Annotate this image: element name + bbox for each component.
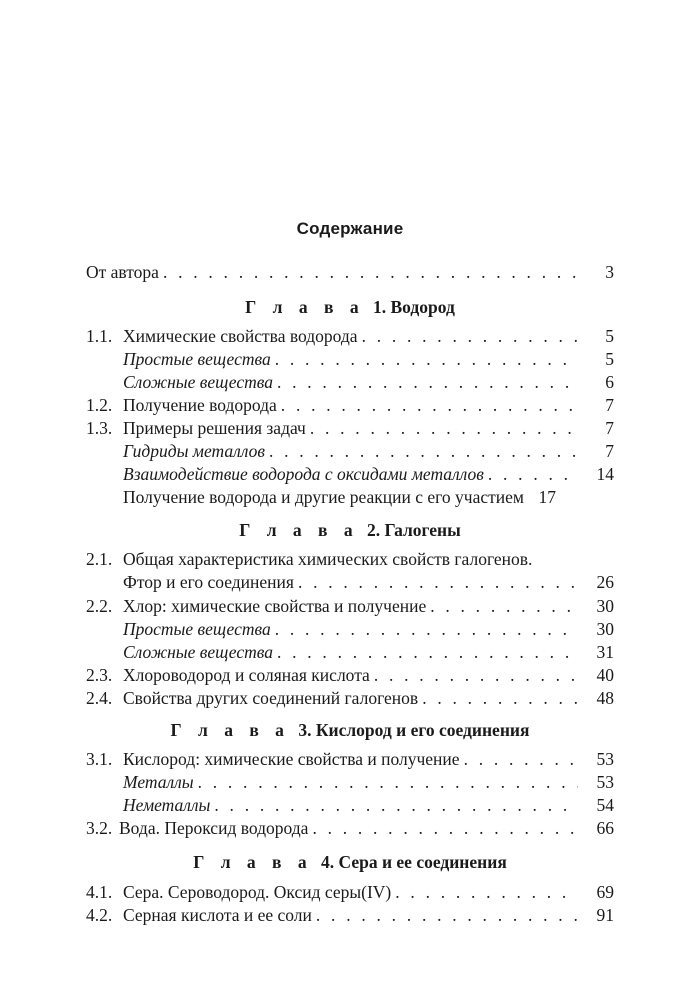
- leader-dots: [310, 416, 578, 440]
- toc-entry-1-3[interactable]: [86, 416, 614, 440]
- toc-entry-text: Серная кислота и ее соли: [123, 905, 312, 925]
- toc-entry-2-1[interactable]: [86, 547, 614, 571]
- leader-dots: [374, 663, 578, 687]
- leader-dots: [214, 793, 578, 817]
- toc-page-number: 7: [605, 395, 614, 415]
- toc-entry-text: Свойства других соединений галогенов: [123, 688, 419, 708]
- toc-page-number: 53: [596, 749, 614, 769]
- toc-page-number: 66: [596, 818, 614, 838]
- leader-dots: [362, 324, 578, 348]
- toc-entry-2-4[interactable]: [86, 686, 614, 710]
- toc-entry-number: 1.2.: [86, 395, 113, 415]
- toc-entry-2-2[interactable]: [86, 594, 614, 618]
- chapter-heading-2: [0, 518, 700, 542]
- toc-entry-text: Сера. Сероводород. Оксид серы(IV): [123, 882, 392, 902]
- toc-subentry[interactable]: [86, 347, 614, 371]
- toc-entry-number: 3.1.: [86, 749, 113, 769]
- toc-entry-number: 2.3.: [86, 665, 113, 685]
- toc-entry-text: От автора: [86, 262, 159, 282]
- leader-dots: [422, 686, 578, 710]
- toc-page-number: 30: [596, 596, 614, 616]
- chapter-heading-3: [0, 718, 700, 742]
- leader-dots: [298, 570, 578, 594]
- toc-entry-3-2[interactable]: [86, 816, 614, 840]
- chapter-label: Г л а в а: [193, 852, 313, 872]
- toc-entry-2-1-cont[interactable]: [86, 570, 614, 594]
- toc-entry-text: Химические свойства водорода: [123, 326, 358, 346]
- toc-entry-text: Хлор: химические свойства и получение: [123, 596, 427, 616]
- toc-page-number: 17: [538, 487, 556, 507]
- toc-page-number: 69: [596, 882, 614, 902]
- toc-entry-text: Сложные вещества: [123, 372, 273, 392]
- toc-page-number: 14: [596, 464, 614, 484]
- toc-entry-3-1[interactable]: [86, 747, 614, 771]
- toc-subentry[interactable]: [86, 640, 614, 664]
- toc-entry-number: 2.1.: [86, 549, 113, 569]
- toc-subentry[interactable]: [86, 485, 614, 509]
- toc-page-number: 30: [596, 619, 614, 639]
- toc-subentry[interactable]: [86, 770, 614, 794]
- toc-page-number: 48: [596, 688, 614, 708]
- chapter-label: Г л а в а: [239, 520, 359, 540]
- chapter-title: 3. Кислород и его соединения: [298, 720, 530, 740]
- leader-dots: [312, 816, 578, 840]
- toc-page-number: 31: [596, 642, 614, 662]
- toc-page-number: 7: [605, 441, 614, 461]
- toc-entry-text: Сложные вещества: [123, 642, 273, 662]
- toc-page-number: 7: [605, 418, 614, 438]
- chapter-label: Г л а в а: [170, 720, 290, 740]
- toc-page-number: 26: [596, 572, 614, 592]
- toc-entry-number: 2.2.: [86, 596, 113, 616]
- chapter-title: 1. Водород: [372, 297, 455, 317]
- toc-entry-text: Вода. Пероксид водорода: [119, 818, 309, 838]
- toc-page-number: 5: [605, 326, 614, 346]
- page-title: Содержание: [296, 219, 404, 238]
- chapter-heading-4: [0, 850, 700, 874]
- toc-entry-text: Металлы: [123, 772, 194, 792]
- toc-entry-number: 4.2.: [86, 905, 113, 925]
- toc-subentry[interactable]: [86, 617, 614, 641]
- leader-dots: [316, 903, 578, 927]
- toc-entry-1-1[interactable]: [86, 324, 614, 348]
- toc-entry-text: Гидриды металлов: [123, 441, 265, 461]
- leader-dots: [281, 393, 578, 417]
- leader-dots: [430, 594, 578, 618]
- toc-page-number: 91: [596, 905, 614, 925]
- toc-page-number: 3: [605, 262, 614, 282]
- toc-entry-number: 1.1.: [86, 326, 113, 346]
- leader-dots: [275, 347, 578, 371]
- toc-subentry[interactable]: [86, 370, 614, 394]
- toc-entry-text: Получение водорода: [123, 395, 277, 415]
- toc-entry-2-3[interactable]: [86, 663, 614, 687]
- leader-dots: [277, 640, 578, 664]
- chapter-label: Г л а в а: [245, 297, 365, 317]
- chapter-title: 2. Галогены: [366, 520, 461, 540]
- toc-subentry[interactable]: [86, 439, 614, 463]
- toc-entry-text: Неметаллы: [123, 795, 211, 815]
- toc-page-number: 54: [596, 795, 614, 815]
- toc-entry-text: Простые вещества: [123, 619, 271, 639]
- leader-dots: [277, 370, 578, 394]
- toc-entry-number: 4.1.: [86, 882, 113, 902]
- toc-entry-number: 1.3.: [86, 418, 113, 438]
- toc-entry-author[interactable]: [86, 260, 614, 284]
- toc-entry-text: Кислород: химические свойства и получение: [123, 749, 460, 769]
- toc-entry-number: 3.2.: [86, 818, 113, 838]
- leader-dots: [269, 439, 578, 463]
- leader-dots: [488, 462, 578, 486]
- toc-entry-text: Общая характеристика химических свойств галогенов.: [123, 549, 533, 569]
- toc-entry-text: Примеры решения задач: [123, 418, 306, 438]
- leader-dots: [163, 260, 578, 284]
- toc-entry-text: Взаимодействие водорода с оксидами металлов: [123, 464, 484, 484]
- leader-dots: [275, 617, 578, 641]
- leader-dots: [198, 770, 578, 794]
- toc-entry-number: 2.4.: [86, 688, 113, 708]
- toc-page-number: 40: [596, 665, 614, 685]
- leader-dots: [464, 747, 578, 771]
- toc-page-number: 53: [596, 772, 614, 792]
- toc-entry-text: Простые вещества: [123, 349, 271, 369]
- chapter-title: 4. Сера и ее соединения: [320, 852, 507, 872]
- toc-page-number: 5: [605, 349, 614, 369]
- toc-page-number: 6: [605, 372, 614, 392]
- toc-entry-text: Хлороводород и соляная кислота: [123, 665, 370, 685]
- toc-entry-text: Получение водорода и другие реакции с его участием: [123, 487, 524, 507]
- toc-entry-4-1[interactable]: [86, 880, 614, 904]
- toc-entry-text: Фтор и его соединения: [123, 572, 294, 592]
- toc-subentry[interactable]: [86, 793, 614, 817]
- toc-entry-1-2[interactable]: [86, 393, 614, 417]
- toc-entry-4-2[interactable]: [86, 903, 614, 927]
- leader-dots: [395, 880, 578, 904]
- chapter-heading-1: [0, 295, 700, 319]
- toc-subentry[interactable]: [86, 462, 614, 486]
